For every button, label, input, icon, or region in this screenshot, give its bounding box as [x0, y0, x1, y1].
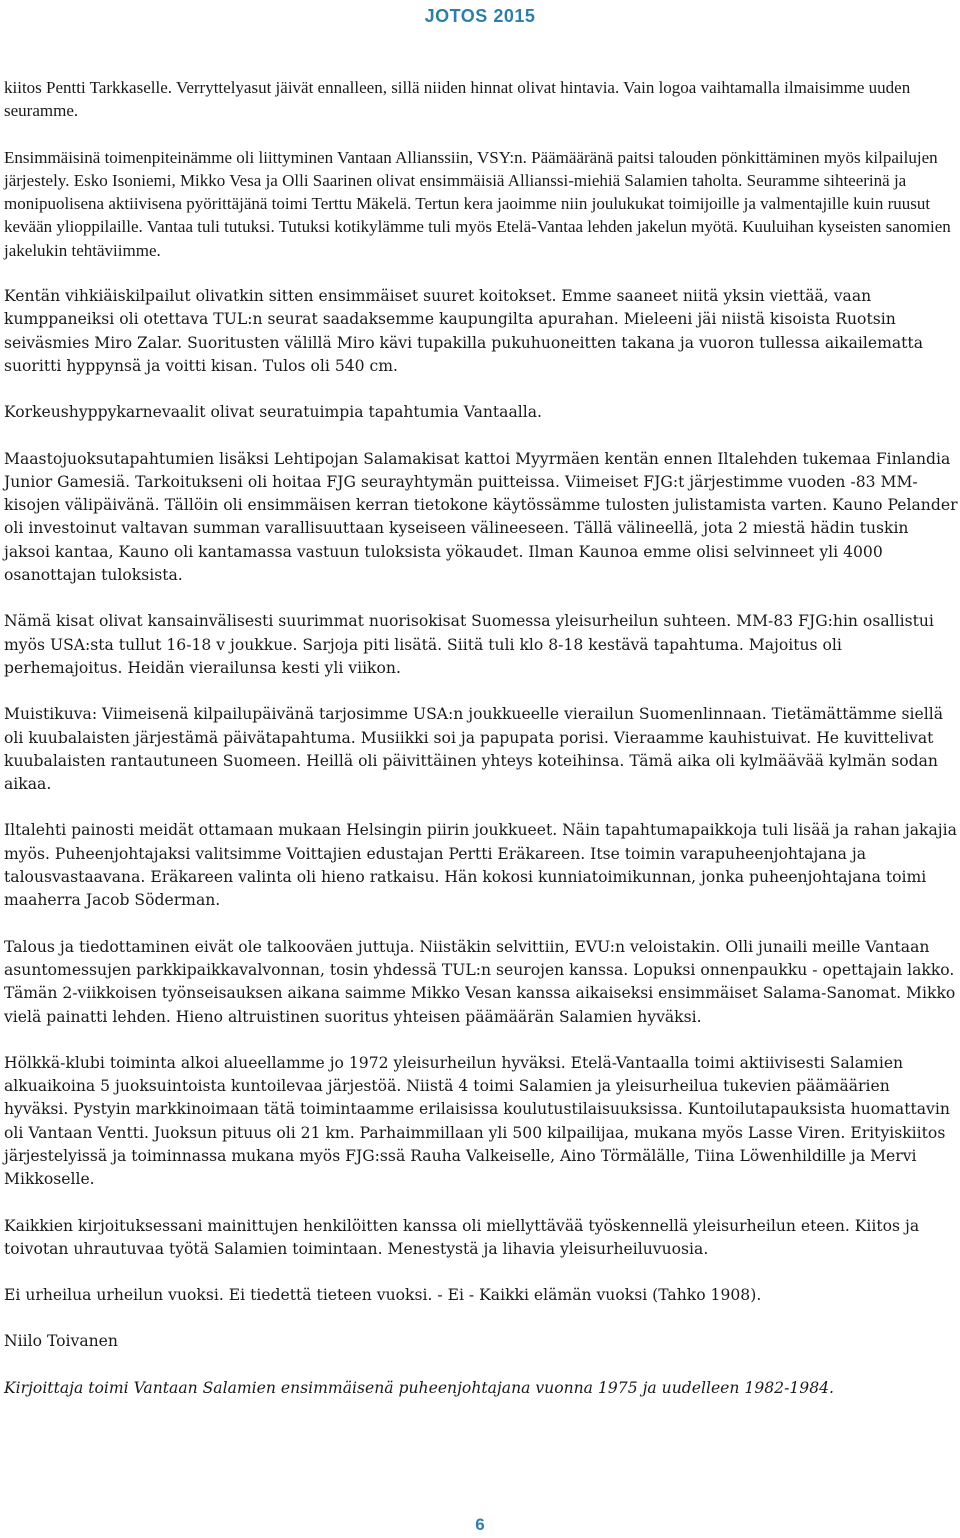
paragraph-5: Maastojuoksutapahtumien lisäksi Lehtipojan Salamakisat kattoi Myyrmäen kentän ennen Iltalehden tukemaa Finlandia Junior Gamesiä. Tarkoitukseni oli hoitaa FJG seurayhtymän puitteissa. Viimeiset FJG:t järjestimme vuoden -83 MM-kisojen välipäivänä. Tällöin oli ensimmäisen kerran tietokone käytössämme tulosten julistamista varten. Kauno Pelander oli investoinut valtavan summan varallisuuttaan kyseiseen välineeseen. Tällä välineellä, jota 2 miestä hädin tuskin jaksoi kantaa, Kauno oli kantamassa vastuun tuloksista yökaudet. Ilman Kaunoa emme olisi selvinneet yli 4000 osanottajan tuloksista. [4, 449, 958, 585]
page-header-title: JOTOS 2015 [424, 6, 536, 26]
paragraph-1: kiitos Pentti Tarkkaselle. Verryttelyasut jäivät ennalleen, sillä niiden hinnat olivat hintavia. Vain logoa vaihtamalla ilmaisimme uuden seuramme. [4, 78, 911, 121]
paragraph-11: Kaikkien kirjoituksessani mainittujen henkilöitten kanssa oli miellyttävää työskennellä yleisurheilun eteen. Kiitos ja toivotan uhrautuvaa työtä Salamien toimintaan. Menestystä ja lihavia yleisurheiluvuosia. [4, 1216, 920, 1258]
paragraph-3: Kentän vihkiäiskilpailut olivatkin sitten ensimmäiset suuret koitokset. Emme saaneet niitä yksin viettää, vaan kumppaneiksi oli otettava TUL:n seurat saadaksemme kaupungilta apurahan. Mieleeni jäi niistä kisoista Ruotsin seiväsmies Miro Zalar. Suoritusten välillä Miro kävi tupakilla pukuhuoneitten takana ja vuoron tullessa aikailematta suoritti hyppynsä ja voitti kisan. Tulos oli 540 cm. [4, 287, 923, 375]
paragraph-4: Korkeushyppykarnevaalit olivat seuratuimpia tapahtumia Vantaalla. [4, 403, 542, 422]
paragraph-8: Iltalehti painosti meidät ottamaan mukaan Helsingin piirin joukkueet. Näin tapahtumapaikkoja tuli lisää ja rahan jakajia myös. Puheenjohtajaksi valitsimme Voittajien edustajan Pertti Eräkareen. Itse toimin varapuheenjohtajana ja talousvastaavana. Eräkareen valinta oli hieno ratkaisu. Hän kokosi kunniatoimikunnan, jonka puheenjohtajana toimi maaherra Jacob Söderman. [4, 821, 957, 910]
paragraph-2: Ensimmäisinä toimenpiteinämme oli liittyminen Vantaan Allianssiin, VSY:n. Päämääränä paitsi talouden pönkittäminen myös kilpailujen järjestely. Esko Isoniemi, Mikko Vesa ja Olli Saarinen olivat ensimmäisiä Allianssi-miehiä Salamien taholta. Seuramme sihteerinä ja monipuolisena aktiivisena pyörittäjänä toimi Terttu Mäkelä. Tertun kera jaoimme niin joulukukat toimijoille ja valmentajille kuin ruusut kevään ylioppilaille. Vantaa tuli tutuksi. Tutuksi kotikylämme tuli myös Etelä-Vantaa lehden jakelun myötä. Kuuluihan kyseisten sanomien jakelukin tehtäviimme. [4, 147, 951, 260]
paragraph-7: Muistikuva: Viimeisenä kilpailupäivänä tarjosimme USA:n joukkueelle vierailun Suomenlinnaan. Tietämättämme siellä oli kuubalaisten järjestämä päivätapahtuma. Musiikki soi ja papupata porisi. Vieraamme kauhistuivat. He kuvittelivat kuubalaisten rantautuneen Suomeen. Heillä oli päivittäinen yhteys koteihinsa. Tämä aika oli kylmäävää kylmän sodan aikaa. [4, 705, 944, 794]
author-signature: Niilo Toivanen [4, 1332, 118, 1351]
page-number: 6 [475, 1515, 485, 1534]
paragraph-9: Talous ja tiedottaminen eivät ole talkooväen juttuja. Niistäkin selvittiin, EVU:n veloistakin. Olli junaili meille Vantaan asuntomessujen parkkipaikkavalvonnan, tosin yhdessä TUL:n seurojen kanssa. Lopuksi onnenpaukku - opettajain lakko. Tämän 2-viikkoisen työnseisauksen aikana saimme Mikko Vesan kanssa aikaiseksi ensimmäiset Salama-Sanomat. Mikko vielä painatti lehden. Hieno altruistinen suoritus yhteisen päämäärän Salamien hyväksi. [4, 937, 956, 1026]
paragraph-6: Nämä kisat olivat kansainvälisesti suurimmat nuorisokisat Suomessa yleisurheilun suhteen. MM-83 FJG:hin osallistui myös USA:sta tullut 16-18 v joukkue. Sarjoja piti lisätä. Siitä tuli klo 8-18 kestävä tapahtuma. Majoitus oli perhemajoitus. Heidän vierailunsa kesti yli viikon. [4, 612, 934, 677]
paragraph-12: Ei urheilua urheilun vuoksi. Ei tiedettä tieteen vuoksi. - Ei - Kaikki elämän vuoksi (Tahko 1908). [4, 1286, 762, 1305]
article-body [4, 76, 958, 1400]
author-role-note: Kirjoittaja toimi Vantaan Salamien ensimmäisenä puheenjohtajana vuonna 1975 ja uudelleen 1982-1984. [4, 1378, 834, 1397]
paragraph-10: Hölkkä-klubi toiminta alkoi alueellamme jo 1972 yleisurheilun hyväksi. Etelä-Vantaalla toimi aktiivisesti Salamien alkuaikoina 5 juoksuintoista kuntoilevaa järjestöä. Niistä 4 toimi Salamien ja yleisurheilua tukevien päämäärien hyväksi. Pystyin markkinoimaan tätä toimintaamme erilaisissa koulutustilaisuuksissa. Kuntoilutapauksista huomattavin oli Vantaan Ventti. Juoksun pituus oli 21 km. Parhaimmillaan yli 500 kilpailijaa, mukana myös Lasse Viren. Erityiskiitos järjestelyissä ja toiminnassa mukana myös FJG:ssä Rauha Valkeiselle, Aino Törmälälle, Tiina Löwenhildille ja Mervi Mikkoselle. [4, 1053, 950, 1189]
